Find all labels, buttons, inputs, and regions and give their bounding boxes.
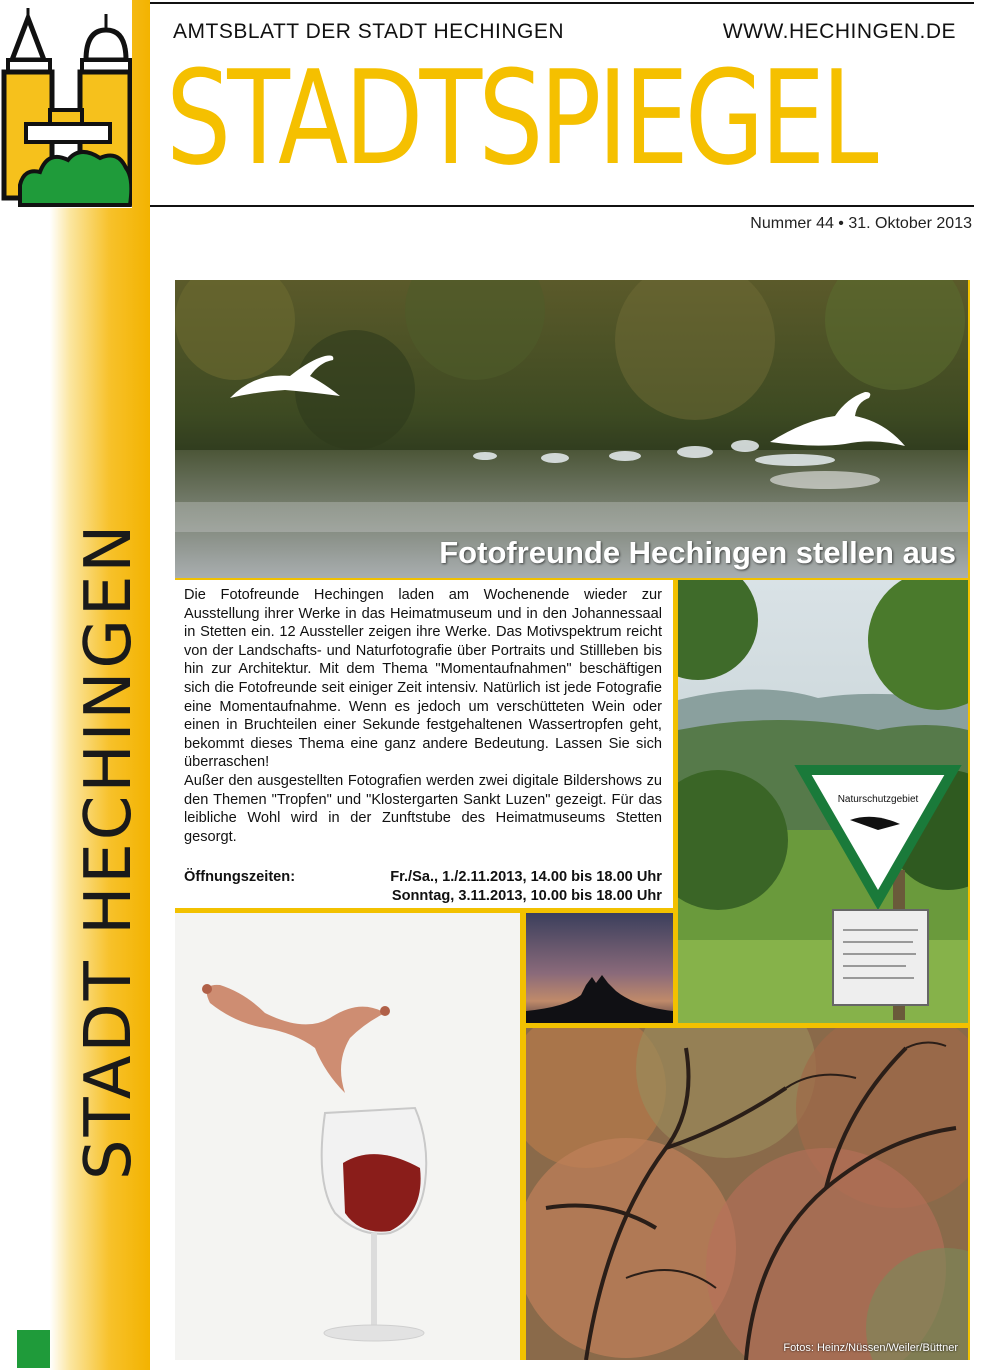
hechingen-coat-of-arms-logo <box>0 0 132 208</box>
issue-number-date: Nummer 44 • 31. Oktober 2013 <box>750 215 972 232</box>
opening-hours-weekend: Fr./Sa., 1./2.11.2013, 14.00 bis 18.00 Uhr <box>390 869 662 885</box>
vertical-title: STADT HECHINGEN <box>72 521 146 1180</box>
opening-hours-sunday: Sonntag, 3.11.2013, 10.00 bis 18.00 Uhr <box>391 887 662 904</box>
photo-credits: Fotos: Heinz/Nüssen/Weiler/Büttner <box>783 1342 958 1354</box>
header-rule-bottom <box>150 205 974 207</box>
castle-sunset-photo <box>526 913 673 1023</box>
website-link[interactable]: WWW.HECHINGEN.DE <box>722 20 956 43</box>
article-headline: Fotofreunde Hechingen stellen aus <box>439 535 956 570</box>
green-marker <box>17 1330 50 1368</box>
opening-hours-label: Öffnungszeiten: <box>184 869 296 885</box>
nature-reserve-photo <box>678 580 968 1023</box>
header-rule-top <box>150 2 974 4</box>
article-paragraph-1: Die Fotofreunde Hechingen laden am Wochenende wieder zur Ausstellung ihrer Werke in das Heimatmuseum und in den Johannessaal in Stetten ein. 12 Aussteller zeigen ihre Werke. Das Motivspektrum reicht von der Landschafts- und Naturfotografie über Portraits und Stillleben bis hin zur Architektur. Mit dem Thema "Momentaufnahmen" beschäftigen sich die Fotofreunde seit einiger Zeit intensiv. Natürlich ist jede Fotografie eine Momentaufnahme. Wenn es jedoch um verschütteten Wein oder einen in Bruchteilen einer Sekunde festgehaltenen Wassertropfen geht, bekommt dieses Thema eine ganz andere Bedeutung. Lassen Sie sich überraschen! <box>184 587 662 771</box>
wine-splash-photo <box>175 913 520 1360</box>
autumn-forest-photo <box>526 1028 968 1360</box>
article-frame <box>175 280 970 1360</box>
publication-subtitle: AMTSBLATT DER STADT HECHINGEN <box>173 20 564 43</box>
article-text-box <box>175 580 673 908</box>
nature-reserve-sign-text: Naturschutzgebiet <box>837 794 919 805</box>
article-body <box>184 586 662 846</box>
article-paragraph-2: Außer den ausgestellten Fotografien werden zwei digitale Bildershows zu den Themen "Tropfen" und "Klostergarten Sankt Luzen" gezeigt. Für das leibliche Wohl wird in der Zunftstube des Heimatmuseums Stetten gesorgt. <box>184 772 662 845</box>
masthead-title: STADTSPIEGEL <box>166 42 875 194</box>
swans-photo <box>175 280 968 578</box>
